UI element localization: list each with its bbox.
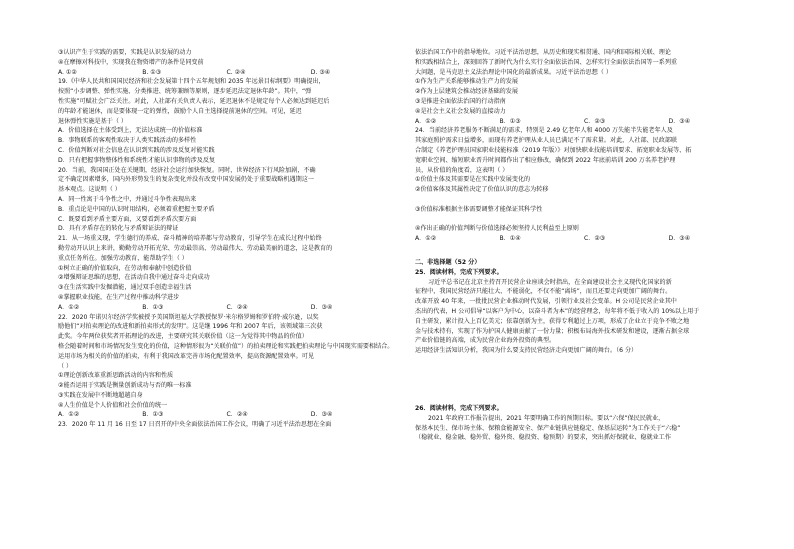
- text-line: 的年龄才能退休，而是要体现一定的弹性，鼓励个人自主选择提前退休的空间。可见，延迟: [58, 107, 302, 115]
- text-line: 习近平总书记在北京主持召开民营企业座谈会时指出，在全面建设社会主义现代化国家的新: [428, 278, 672, 286]
- statement-3: ③价值标准根据主体需要调整才能保证其科学性: [415, 205, 543, 213]
- text-line: 产业价值链的高端，成为民营企业海外投资的典型。: [415, 337, 556, 345]
- option-d: D．③④: [668, 235, 691, 243]
- question-23-start: 23．2020 年 11 月 16 日至 17 日召开的中央全面依法治国工作会议，明确了习近平法治思想在全面: [58, 421, 332, 429]
- text-line: 性实施”可赋社会广泛关注。对此，人社部有关负责人表示，延迟退休不是规定每个人必须达到延迟后: [58, 97, 330, 105]
- option-b: B．①③: [142, 303, 164, 311]
- text-line: 金与技术持有，实现了作为护国人健康贡献了一份力量；积极布局海外技术研发和建设，逐渐占据全球: [415, 327, 690, 335]
- text-line: 此奖。今年两位获奖者开拓理论的改进，主要研究其关联价值（这一为觉得其中物品的价值）: [58, 333, 308, 341]
- answer-options: [58, 410, 395, 420]
- statement-2: ②价值客体及其属性决定了价值认识的意志为转移: [415, 186, 549, 194]
- answer-options: [58, 68, 395, 78]
- question-25: [415, 278, 753, 356]
- option-a: A. ①②: [58, 68, 77, 76]
- text-line: 宽职业空间、缩短职业晋升时间都作出了相应修改，确保到 2022 年底前培训 200 万名养老护理: [415, 156, 676, 164]
- text-line: 勤劳动开认识上来讲，勤勤劳动开拓光荣、劳动最崇高、劳动最伟大、劳动最美丽的道念，这是教育的: [58, 244, 333, 252]
- question-20: [58, 166, 395, 235]
- text-line: 24．当前经济养老服务不断满足的需求，特别是 2.49 亿老年人和 4000 万失能半失能老年人及: [415, 127, 673, 135]
- choice-a: A．价值选择在主体受到上，无法达成统一的价值标准: [58, 127, 203, 135]
- statement-1: ①理论创新改革重新思路活动的内容和性质: [58, 372, 174, 380]
- question-26-title: 26．阅读材料，完成下列要求。: [415, 404, 503, 412]
- option-a: A．①②: [58, 411, 80, 419]
- question-22: [58, 313, 395, 421]
- text-line: （稳就业、稳金融、稳外贸、稳外资、稳投资、稳预期）的要求，突出抓好保就业、稳就业工作: [415, 434, 671, 442]
- section-title: 二、非选择题（52 分）: [415, 258, 481, 266]
- text-line: 退休弹性实施是基于（ ）: [58, 117, 127, 125]
- option-d: D. ③④: [310, 68, 331, 76]
- text-line: 大问题，是马克思主义法治理论中国化的最新成果。习近平法治思想（ ）: [415, 68, 612, 76]
- answer-options: [415, 234, 753, 244]
- option-c: C．②④: [226, 303, 248, 311]
- choice-b: B．事物联系的客观性取决于人类实践活动的多样性: [58, 137, 197, 145]
- option-d: D．③④: [310, 411, 333, 419]
- statement-1: ①作为生产关系能够推动生产力的发展: [415, 78, 518, 86]
- option-d: D．③④: [668, 117, 691, 125]
- text-line: 21．从一场重义现，学生德行的养成、奋斗精神的培养都与劳动教育，引导学生在成长过程中始终: [58, 235, 322, 243]
- option-a: A．①②: [58, 303, 80, 311]
- option-a: A．①②: [415, 235, 437, 243]
- text-line: 运用市场为相关的价值的拍卖，有利于我国改革完善市场化配置效率，提高资源配置效率。可见: [58, 352, 314, 360]
- choice-c: C．既要看到矛盾主要方面，又要看到矛盾次要方面: [58, 215, 197, 223]
- text-line: ③认识产生于实践的需要，实践是认识发展的动力: [58, 49, 192, 56]
- question-23-continued: [415, 48, 753, 126]
- statement-1: ①树立正确的价值取向，在劳动和奉献中创造价值: [58, 264, 192, 272]
- statement-4: ④作出正确的价值判断与价值选择必须坚持人民利益至上原则: [415, 225, 579, 233]
- text-line: 员，从价值的角度看，这表明（ ）: [415, 166, 509, 174]
- choice-d: D．只有把握事物整体性和系统性才能认识事物的涉及反复: [58, 156, 216, 164]
- text-line: 19.《中华人民共和国国民经济和社会发展第十四个五年规划和 2035 年远景目标纲要》明确提出，: [58, 78, 325, 86]
- statement-2: ②能否运用于实践是衡量创新成功与否的唯一标准: [58, 382, 192, 390]
- choice-b: B．重点论是中国的认识时用结构，必须着重把握主要矛盾: [58, 205, 215, 213]
- text-line: 依法治国工作中的指导地位。习近平法治思想，从历史和现实相贯通、国内和国际相关联、理论: [415, 49, 671, 56]
- option-b: B. ①③: [142, 68, 162, 76]
- answer-options: [415, 117, 753, 127]
- statement-4: ④是社会主义社会发展的直接动力: [415, 107, 506, 115]
- text-line: 重点任务所在。加强劳动教育，能帮助学生（ ）: [58, 254, 188, 262]
- question-25-title: 25．阅读材料，完成下列要求。: [415, 268, 503, 276]
- option-c: C. ②④: [226, 68, 246, 76]
- question-21: [58, 234, 395, 312]
- question-19: [58, 77, 395, 165]
- text-line: 运用经济生活知识分析，我国为什么要支持民营经济走向更加广阔的舞台。（6 分）: [415, 347, 638, 355]
- left-column: [58, 48, 395, 430]
- option-b: B．①④: [499, 235, 521, 243]
- question-24: [415, 126, 753, 244]
- text-line: 定不确定因素增多，国内外形势发生的复杂变化并没有改变中国发展仍处于重要战略机遇期这一: [58, 176, 314, 184]
- text-line: 励他们“对拍卖理论的改进和新拍卖形式的发明”。这是继 1996 年和 2007 年后，该领域第三次获: [58, 323, 323, 331]
- text-line: 征程中，我国民营经济只能壮大、不能弱化，不仅不能“离场”，而且还要走向更加广阔的舞台。: [415, 288, 672, 296]
- blank-line: [415, 215, 753, 225]
- statement-4: ④人生价值是个人价值和社会价值的统一: [58, 401, 168, 409]
- text-line: 其家庭照护需求日益增多，而现有养老护理从业人员已满足不了需求量。对此，人社部、民政部联: [415, 137, 678, 145]
- text-line: ④在摩擦对科技中，实现我在物资增产的条件是同变前: [58, 58, 204, 66]
- text-line: 自主研发，累计投入上百亿美元；依靠创新为主，获得专利超过上万项，形成了企业立于竞争不败之地: [415, 317, 690, 325]
- option-c: C．②③: [584, 235, 606, 243]
- text-line: 保基本民生、保市场主体、保粮食能源安全、保产业链供应链稳定、保基层运转”为工作关于“六稳”: [415, 424, 681, 432]
- statement-2: ②增强辩证思维的思想，在活动自我中通过奋斗走向成功: [58, 274, 210, 282]
- option-b: B．①③: [499, 117, 521, 125]
- option-c: C．②④: [226, 411, 248, 419]
- statement-3: ③实践在发展中不断地超越自身: [58, 391, 143, 399]
- text-line: 按照“小步调整、弹性实施、分类推进、统筹兼顾等原则，逐步延迟法定退休年龄”。其中，“弹: [58, 88, 312, 96]
- text-line: 合制定《养老护理员国家职业技能标准（2019 年版）》对加快职业技能培训要求、拓宽职业发展等、拓: [415, 146, 692, 154]
- text-line: 和实践相结合上，深刻回答了新时代为什么实行全面依法治国、怎样实行全面依法治国等一系列重: [415, 58, 678, 66]
- option-d: D．③④: [310, 303, 333, 311]
- blank-line: [415, 195, 753, 205]
- right-column: [415, 48, 753, 443]
- statement-1: ①价值主体及其需要是在实践中发展变化的: [415, 176, 531, 184]
- statement-2: ②作为上层建筑会推动经济基础的发展: [415, 88, 518, 96]
- statement-3: ③在生活实践中发掘潜能，通过双手创造幸福生活: [58, 284, 192, 292]
- option-b: B．①③: [142, 411, 164, 419]
- answer-options: [58, 303, 395, 313]
- text-line: 改革开放 40 年来，一批批民营企业推动时代发展，引领行业及社会变革。H 公司是民营企业其中: [415, 298, 677, 306]
- text-line: 22．2020 年诺贝尔经济学奖被授予美国斯坦福大学教授保罗·米尔格罗姆和罗伯特·威尔逊，以奖: [58, 313, 319, 321]
- question-26: [415, 414, 753, 443]
- text-line: 杰出的代表，H 公司倡导“以客户为中心，以奋斗者为本”的经营理念，每年将不低于收入的 10%以上用于: [415, 307, 700, 315]
- text-line: 20．当前，我国国正处在关键期，经济社会运行加快恢复。同时，世界经济下行风险加剧，不确: [58, 166, 316, 174]
- choice-d: D．具有矛盾存在的转化与矛盾辩证法的辩证: [58, 225, 179, 233]
- text-line: 2021 年政府工作报告提出，2021 年要明确工作的预期目标。要以“六保”保民民就业，: [428, 414, 665, 422]
- text-line: 格会随着时间和市场情况发生变化的价值，这种情形很为“关联价值”）的拍卖理论和实践把拍卖理论与中国现实需要相结合。: [58, 342, 394, 350]
- choice-c: C．价值判断对社会信息在认识到实践的涉及反复对能实践: [58, 146, 215, 154]
- option-c: C．②③: [584, 117, 606, 125]
- statement-4: ④掌握职业技能，在生产过程中推动科学进步: [58, 293, 180, 301]
- text-line: （ ）: [58, 362, 73, 370]
- text-line: 基本观点。这说明（ ）: [58, 186, 121, 194]
- statement-3: ③是推进全面依法治国的行动指南: [415, 97, 506, 105]
- choice-a: A．同一性寓于斗争性之中，并通过斗争性表现出来: [58, 195, 197, 203]
- option-a: A．①②: [415, 117, 437, 125]
